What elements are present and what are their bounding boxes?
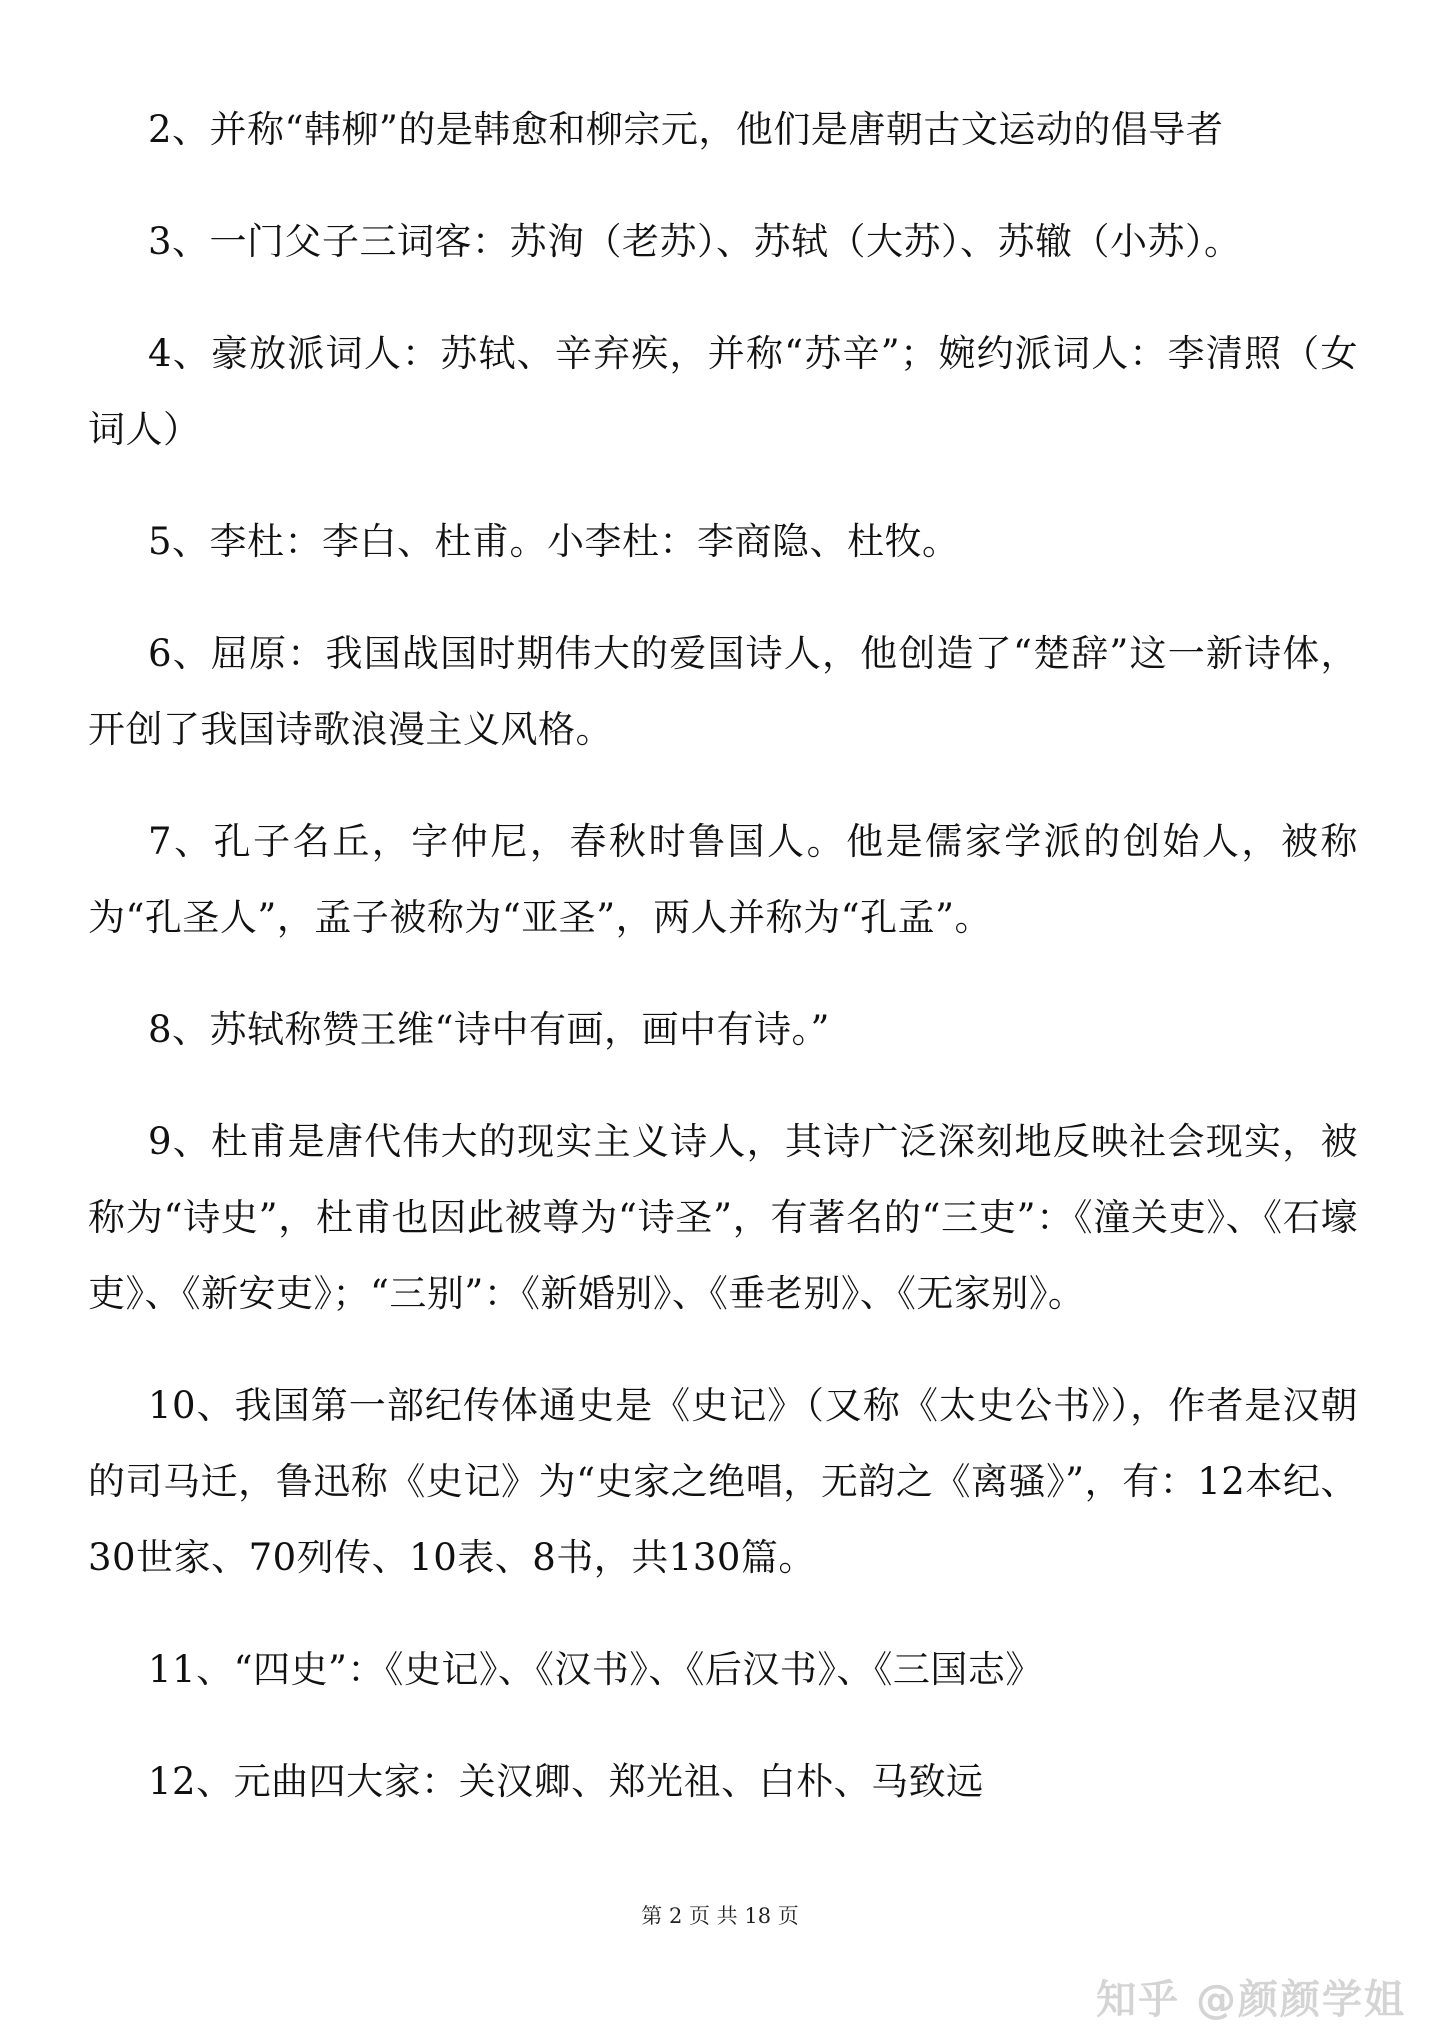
list-item: 8、苏轼称赞王维“诗中有画，画中有诗。”	[148, 1008, 830, 1051]
list-item: 9、杜甫是唐代伟大的现实主义诗人，其诗广泛深刻地反映社会现实，被称为“诗史”，杜甫也因此被尊为“诗圣”，有著名的“三吏”：《潼关吏》、《石壕吏》、《新安吏》；“三别”：《新婚别》、《垂老别》、《无家别》。	[88, 1120, 1358, 1315]
list-item: 2、并称“韩柳”的是韩愈和柳宗元，他们是唐朝古文运动的倡导者	[148, 108, 1224, 151]
list-item: 12、元曲四大家：关汉卿、郑光祖、白朴、马致远	[148, 1760, 984, 1803]
list-item: 11、“四史”：《史记》、《汉书》、《后汉书》、《三国志》	[148, 1648, 1043, 1691]
item-list	[88, 92, 1358, 1856]
list-item: 6、屈原：我国战国时期伟大的爱国诗人，他创造了“楚辞”这一新诗体，开创了我国诗歌浪漫主义风格。	[88, 632, 1358, 751]
list-item: 10、我国第一部纪传体通史是《史记》（又称《太史公书》），作者是汉朝的司马迁，鲁迅称《史记》为“史家之绝唱，无韵之《离骚》”，有：12本纪、30世家、70列传、10表、8书，共130篇。	[88, 1384, 1358, 1579]
zhihu-watermark: 知乎 @颜颜学姐	[1096, 1977, 1406, 2023]
list-item: 7、孔子名丘，字仲尼，春秋时鲁国人。他是儒家学派的创始人，被称为“孔圣人”，孟子被称为“亚圣”，两人并称为“孔孟”。	[88, 820, 1358, 939]
list-item: 4、豪放派词人：苏轼、辛弃疾，并称“苏辛”；婉约派词人：李清照（女词人）	[88, 332, 1358, 451]
list-item: 5、李杜：李白、杜甫。小李杜：李商隐、杜牧。	[148, 520, 960, 563]
page-number-footer: 第 2 页 共 18 页	[641, 1904, 799, 1928]
list-item: 3、一门父子三词客：苏洵（老苏）、苏轼（大苏）、苏辙（小苏）。	[148, 220, 1242, 263]
